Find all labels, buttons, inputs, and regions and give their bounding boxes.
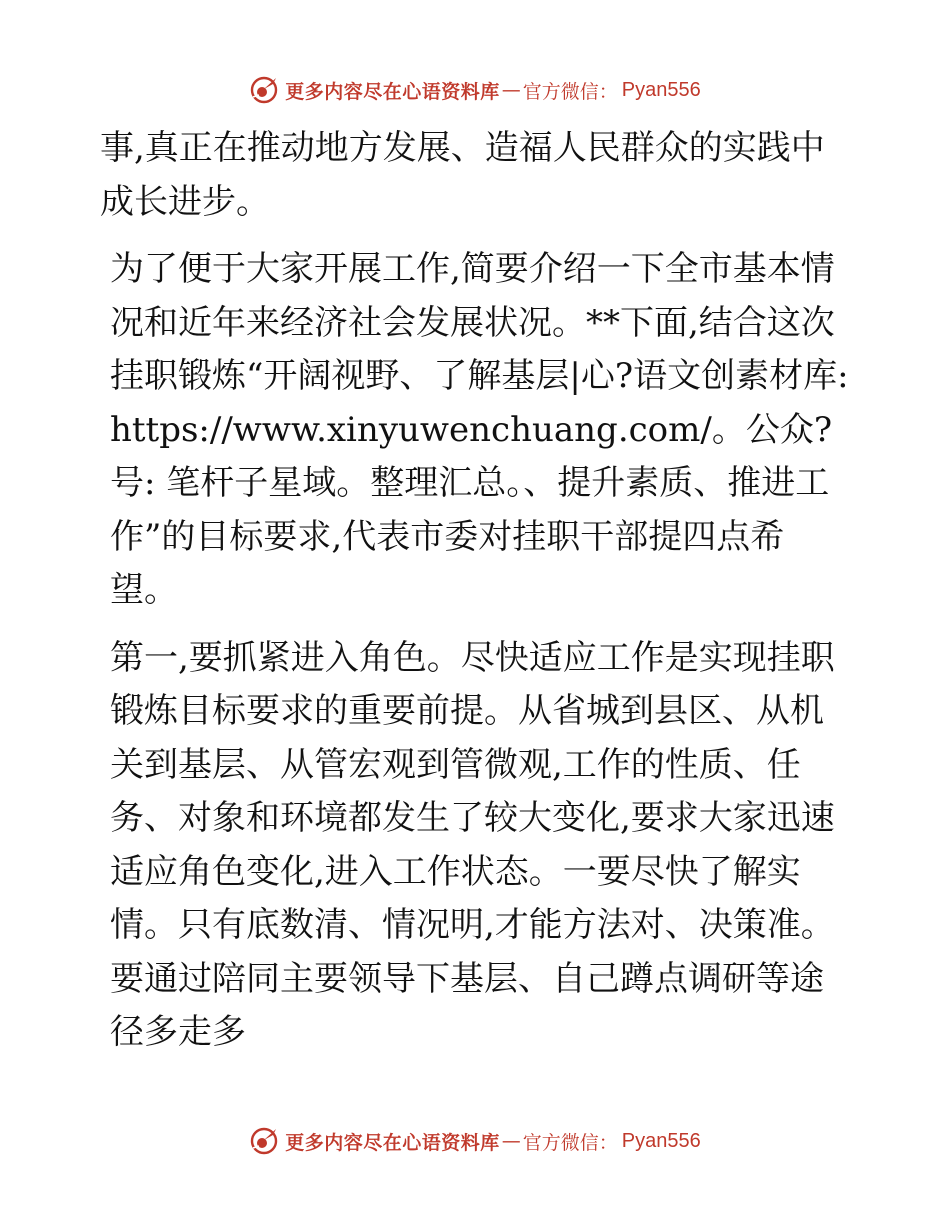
header-banner xyxy=(0,70,950,110)
quill-pen-logo-icon xyxy=(249,1126,279,1156)
banner-official-label: 官方微信： xyxy=(522,80,618,103)
footer-banner xyxy=(0,1121,950,1161)
document-body xyxy=(100,122,850,1074)
paragraph-3: 第一,要抓紧进入角色。尽快适应工作是实现挂职锻炼目标要求的重要前提。从省城到县区、从机关到基层、从管宏观到管微观,工作的性质、任务、对象和环境都发生了较大变化,要求大家迅速适应角色变化,进入工作状态。一要尽快了解实情。只有底数清、情况明,才能方法对、决策准。要通过陪同主要领导下基层、自己蹲点调研等途径多走多 xyxy=(110,637,835,1052)
quill-pen-logo-icon xyxy=(249,75,279,105)
paragraph-1: 事,真正在推动地方发展、造福人民群众的实践中成长进步。 xyxy=(100,128,825,222)
banner-brand-text: 更多内容尽在心语资料库 xyxy=(285,80,500,103)
banner-wechat-id: Pyan556 xyxy=(621,1129,701,1152)
banner-brand-text: 更多内容尽在心语资料库 xyxy=(285,1131,500,1154)
banner-official-label: 官方微信： xyxy=(522,1131,618,1154)
banner-wechat-id: Pyan556 xyxy=(621,78,701,101)
banner-separator: — xyxy=(501,1130,521,1152)
banner-separator: — xyxy=(501,79,521,101)
paragraph-2: 为了便于大家开展工作,简要介绍一下全市基本情况和近年来经济社会发展状况。**下面,结合这次挂职锻炼“开阔视野、了解基层|心?语文创素材库: https://www.xinyuwenchuang.com/。公众?号: 笔杆子星域。整理汇总。、提升素质、推进工作”的目标要求,代表市委对挂职干部提四点希望。 xyxy=(110,249,849,610)
